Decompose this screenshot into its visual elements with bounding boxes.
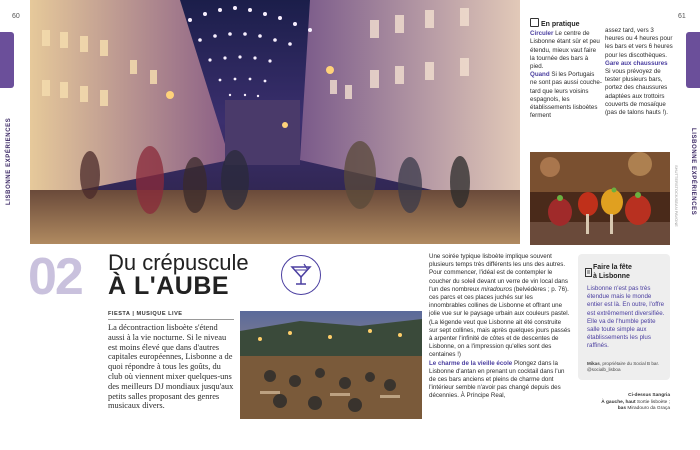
page-number-left: 60 <box>12 13 20 20</box>
sidebar-quote: Lisbonne n'est pas très étendue mais le monde entier est là. En outre, l'offre est extrêmement diversifiée. Elle va de l'humble petite salle toute simple aux établissements les plus raffinés. <box>587 285 665 350</box>
article-body <box>429 253 571 401</box>
article-categories: FIESTA | MUSIQUE LIVE <box>108 311 183 317</box>
left-running-head: LISBONNE EXPÉRIENCES <box>6 117 12 205</box>
info-icon <box>530 18 539 27</box>
page-number-right: 61 <box>678 13 686 20</box>
sidebar-title: Faire la fête à Lisbonne <box>593 264 632 280</box>
sidebar-attribution: Mikas, propriétaire du Social B bar. @socialb_lisboa <box>587 361 660 372</box>
body-paragraph: Une soirée typique lisboète implique souvent plusieurs temps très différents les uns des autres. Pour commencer, l'idéal est de contempler le coucher du soleil devant un verre de vin local dans l'un des nombreux miradouros (belvédères ; p. 76). ces parcs et ces places juchés sur les innombrables collines de Lisbonne et offrant une jolie vue sur le paysage urbain aux couleurs pastel. (La légende veut que Lisbonne ait été construite sur sept collines, mais après quelques jours passés à arpenter l'infinité de côtes et de descentes de Lisbonne, on a l'impression qu'elles sont des centaines !) <box>429 253 571 359</box>
article-number: 02 <box>28 248 82 306</box>
article-title-line1: Du crépuscule <box>108 250 249 275</box>
practical-paragraph: Circuler Le centre de Lisbonne étant sûr et peu étendu, mieux vaut faire la tournée des bars à pied. <box>530 30 600 71</box>
photo-credit: SHUTTERSTOCK/SEAN PAVONE <box>674 165 679 227</box>
right-tab-marker <box>686 32 700 88</box>
body-paragraph: Le charme de la vieille école Plongez dans la Lisbonne d'antan en prenant un cocktail dans l'un de ces bars anciens et pleins de charme dont l'intérieur semble n'avoir pas changé depuis des décennies. À Príncipe Real, <box>429 359 565 400</box>
miradouro-photo <box>240 311 422 419</box>
right-running-head: LISBONNE EXPÉRIENCES <box>690 128 696 216</box>
practical-heading: En pratique <box>530 18 602 29</box>
article-intro: La décontraction lisboète s'étend aussi à la vie nocturne. Si le niveau est moins élevé que dans d'autres capitales européennes, Lisbonne a de quoi répondre à tous les goûts, du club où viennent mixer quelques-uns des meilleurs DJ mondiaux jusqu'aux petits salles proposant des genres musicaux divers. <box>108 323 234 411</box>
sangria-photo <box>530 152 670 245</box>
practical-paragraph: Quand Si les Portugais ne sont pas aussi couche-tard que leurs voisins espagnols, les établissements lisboètes ferment <box>530 71 602 120</box>
left-tab-marker <box>0 32 14 88</box>
practical-info-column-1 <box>530 18 602 120</box>
main-street-photo <box>30 0 520 244</box>
article-title-line2: À L'AUBE <box>108 272 230 300</box>
practical-info-column-2 <box>605 27 673 117</box>
cocktail-icon <box>281 255 321 295</box>
photo-captions: Ci-dessus Sangria À gauche, haut Sortie lisboète ; bas Miradouro da Graça <box>601 393 670 411</box>
party-icon <box>585 264 592 282</box>
divider <box>108 319 234 320</box>
practical-paragraph: Gare aux chaussures Si vous prévoyez de tester plusieurs bars, portez des chaussures adaptées aux trottoirs couverts de mosaïque (pas de talons hauts !). <box>605 59 668 117</box>
practical-paragraph: assez tard, vers 3 heures ou 4 heures pour les bars et vers 6 heures pour les discothèques. <box>605 27 673 59</box>
